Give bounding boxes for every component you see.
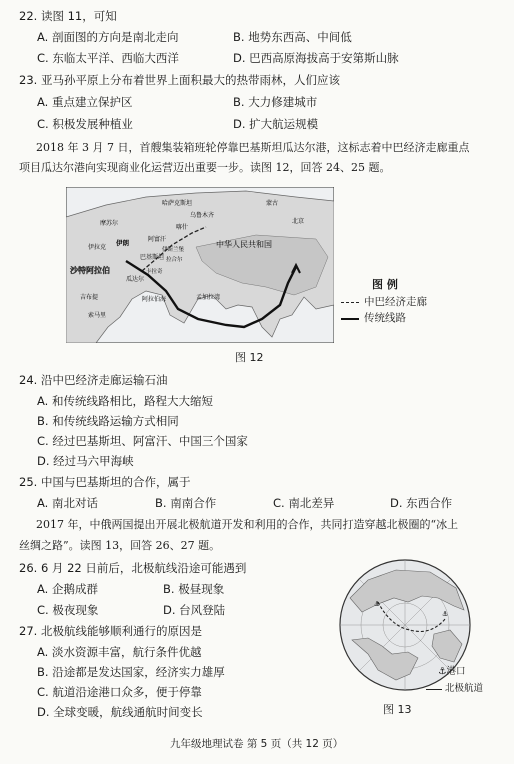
intro2-line2: 丝绸之路”。读图 13，回答 26、27 题。 <box>19 539 221 552</box>
map12-legend-traditional-swatch <box>341 318 359 320</box>
map12-label-mongolia: 蒙古 <box>266 200 279 207</box>
map12-legend-title: 图 例 <box>372 278 398 291</box>
q25-option-c: C. 南北差异 <box>273 496 335 510</box>
q23-option-c: C. 积极发展种植业 <box>37 117 133 131</box>
q25-option-d: D. 东西合作 <box>390 496 453 510</box>
q24-option-c: C. 经过巴基斯坦、阿富汗、中国三个国家 <box>37 434 248 448</box>
q26-option-b: B. 极昼现象 <box>163 582 225 596</box>
map13-legend-route-swatch <box>426 689 442 690</box>
map12-legend-corridor: 中巴经济走廊 <box>364 296 427 308</box>
map12-label-somalia: 索马里 <box>88 312 107 319</box>
q25-stem: 25. 中国与巴基斯坦的合作，属于 <box>19 475 191 489</box>
q27-stem: 27. 北极航线能够顺利通行的原因是 <box>19 624 202 638</box>
map12-label-iran: 伊朗 <box>116 239 129 247</box>
q27-option-c: C. 航道沿途港口众多，便于停靠 <box>37 685 202 699</box>
intro1-line1: 2018 年 3 月 7 日，首艘集装箱班轮停靠巴基斯坦瓜达尔港，这标志着中巴经济走廊重点 <box>36 141 470 154</box>
q23-option-a: A. 重点建立保护区 <box>37 95 133 109</box>
q26-stem: 26. 6 月 22 日前后，北极航线沿途可能遇到 <box>19 561 247 575</box>
q27-option-a: A. 淡水资源丰富，航行条件优越 <box>37 645 202 659</box>
q25-option-b: B. 南南合作 <box>155 496 217 510</box>
q24-option-b: B. 和传统线路运输方式相同 <box>37 414 179 428</box>
q22-option-a: A. 剖面图的方向是南北走向 <box>37 30 179 44</box>
map12-label-kazakhstan: 哈萨克斯坦 <box>162 200 193 207</box>
map12-label-djibouti: 吉布提 <box>80 294 99 301</box>
map12-label-mosul: 摩苏尔 <box>100 220 119 227</box>
map-figure-12 <box>66 187 334 343</box>
map12-label-saudi: 沙特阿拉伯 <box>70 266 110 275</box>
map12-legend-traditional: 传统线路 <box>364 312 406 324</box>
q23-stem: 23. 亚马孙平原上分布着世界上面积最大的热带雨林，人们应该 <box>19 73 340 87</box>
map12-label-bay: 孟加拉湾 <box>196 294 221 301</box>
page-footer: 九年级地理试卷 第 5 页（共 12 页） <box>170 738 344 750</box>
q26-option-a: A. 企鹅成群 <box>37 582 98 596</box>
q27-option-d: D. 全球变暖，航线通航时间变长 <box>37 705 203 719</box>
q26-option-c: C. 极夜现象 <box>37 603 99 617</box>
map12-label-islamabad: 伊斯兰堡 <box>162 247 185 253</box>
map12-label-gwadar: 瓜达尔 <box>126 276 145 283</box>
q22-option-b: B. 地势东西高、中间低 <box>233 30 352 44</box>
q24-option-d: D. 经过马六甲海峡 <box>37 454 134 468</box>
port-icon-1: ⚓ <box>374 600 381 608</box>
q24-option-a: A. 和传统线路相比，路程大大缩短 <box>37 394 213 408</box>
q23-option-b: B. 大力修建城市 <box>233 95 318 109</box>
map13-legend-route: 北极航道 <box>445 683 484 694</box>
map12-label-afghanistan: 阿富汗 <box>148 236 167 243</box>
q25-option-a: A. 南北对话 <box>37 496 98 510</box>
q22-stem: 22. 读图 11，可知 <box>19 9 117 23</box>
map12-label-china: 中华人民共和国 <box>216 240 272 249</box>
map12-label-kashgar: 喀什 <box>176 224 189 231</box>
map12-label-beijing: 北京 <box>292 218 305 225</box>
map12-label-iraq: 伊拉克 <box>88 244 107 251</box>
map13-legend-port-row <box>438 665 466 679</box>
port-legend-icon: ⚓ <box>438 666 447 677</box>
q27-option-b: B. 沿途都是发达国家，经济实力雄厚 <box>37 665 225 679</box>
q24-stem: 24. 沿中巴经济走廊运输石油 <box>19 373 168 387</box>
map12-legend-corridor-swatch <box>341 302 359 303</box>
map13-legend-port: 港口 <box>446 666 466 677</box>
map12-label-arabian-sea: 阿拉伯海 <box>142 296 167 303</box>
map12-caption: 图 12 <box>235 351 264 364</box>
q22-option-c: C. 东临太平洋、西临大西洋 <box>37 51 179 65</box>
port-icon-2: ⚓ <box>442 610 449 618</box>
q22-option-d: D. 巴西高原海拔高于安第斯山脉 <box>233 51 399 65</box>
q23-option-d: D. 扩大航运规模 <box>233 117 319 131</box>
intro2-line1: 2017 年，中俄两国提出开展北极航道开发和利用的合作，共同打造穿越北极圈的“冰上 <box>36 518 459 531</box>
map12-label-pakistan: 巴基斯坦 <box>140 254 165 261</box>
map13-caption: 图 13 <box>383 703 412 716</box>
map12-label-karachi: 卡拉奇 <box>146 269 163 275</box>
map12-label-urumqi: 乌鲁木齐 <box>190 212 215 219</box>
map12-label-lahore: 拉合尔 <box>166 257 183 263</box>
intro1-line2: 项目瓜达尔港向实现商业化运营迈出重要一步。读图 12，回答 24、25 题。 <box>19 161 391 174</box>
q26-option-d: D. 台风登陆 <box>163 603 226 617</box>
